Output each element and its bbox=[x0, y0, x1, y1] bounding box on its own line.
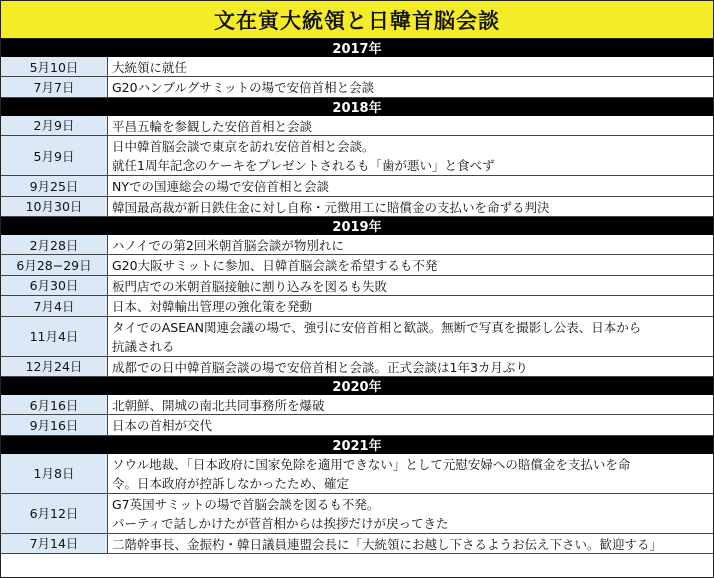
event-cell: 二階幹事長、金振杓・韓日議員連盟会長に「大統領にお越し下さるようお伝え下さい。歓迎する」 bbox=[112, 536, 663, 552]
date-cell: 9月16日 bbox=[1, 415, 108, 434]
event-cell: 日中韓首脳会談で東京を訪れ安倍首相と会談。 就任1周年記念のケーキをプレゼントされるも「歯が悪い」と食べず bbox=[112, 139, 495, 174]
table-row bbox=[1, 235, 713, 255]
table-row bbox=[1, 197, 713, 217]
event-cell: 日本、対韓輸出管理の強化策を発動 bbox=[112, 299, 313, 315]
event-cell: ソウル地裁、「日本政府に国家免除を適用できない」として元慰安婦への賠償金を支払いを命 令。日本政府が控訴しなかったため、確定 bbox=[112, 456, 631, 491]
year-header: 2019年 bbox=[1, 217, 713, 235]
table-row bbox=[1, 454, 713, 494]
event-cell: タイでのASEAN関連会議の場で、強引に安倍首相と歓談。無断で写真を撮影し公表、日本から 抗議される bbox=[112, 319, 642, 354]
table-row bbox=[1, 296, 713, 316]
date-cell: 7月4日 bbox=[1, 296, 108, 315]
date-cell: 11月4日 bbox=[1, 317, 108, 356]
event-cell: G20大阪サミットに参加、日韓首脳会談を希望するも不発 bbox=[112, 258, 438, 274]
table-row bbox=[1, 57, 713, 77]
table-row bbox=[1, 176, 713, 196]
event-cell: ハノイでの第2回米朝首脳会談が物別れに bbox=[112, 237, 344, 253]
event-cell: 平昌五輪を参観した安倍首相と会談 bbox=[112, 118, 313, 134]
table-row bbox=[1, 395, 713, 415]
table-row bbox=[1, 317, 713, 357]
date-cell: 10月30日 bbox=[1, 197, 108, 216]
table-row bbox=[1, 116, 713, 136]
table-row bbox=[1, 415, 713, 435]
table-row bbox=[1, 357, 713, 377]
date-cell: 6月28−29日 bbox=[1, 255, 108, 274]
event-cell: 日本の首相が交代 bbox=[112, 418, 213, 434]
event-cell: 北朝鮮、開城の南北共同事務所を爆破 bbox=[112, 397, 325, 413]
year-header: 2020年 bbox=[1, 377, 713, 395]
date-cell: 2月28日 bbox=[1, 235, 108, 254]
date-cell: 5月10日 bbox=[1, 57, 108, 76]
table-body bbox=[1, 39, 713, 554]
year-header: 2017年 bbox=[1, 39, 713, 57]
date-cell: 7月7日 bbox=[1, 77, 108, 96]
event-cell: 韓国最高裁が新日鉄住金に対し自称・元徴用工に賠償金の支払いを命ずる判決 bbox=[112, 199, 550, 215]
event-cell: 成都での日中韓首脳会談の場で安倍首相と会談。正式会談は1年3カ月ぶり bbox=[112, 359, 528, 375]
date-cell: 7月14日 bbox=[1, 534, 108, 553]
table-row bbox=[1, 494, 713, 534]
event-cell: G7英国サミットの場で首脳会談を図るも不発。 パーティで話しかけたが菅首相からは挨拶だけが戻ってきた bbox=[112, 496, 449, 531]
year-header: 2018年 bbox=[1, 98, 713, 116]
event-cell: 板門店での米朝首脳接触に割り込みを図るも失敗 bbox=[112, 278, 388, 294]
table-row bbox=[1, 77, 713, 97]
table-row bbox=[1, 534, 713, 554]
date-cell: 5月9日 bbox=[1, 136, 108, 175]
event-cell: 大統領に就任 bbox=[112, 60, 188, 75]
event-cell: G20ハンブルグサミットの場で安倍首相と会談 bbox=[112, 80, 375, 96]
date-cell: 1月8日 bbox=[1, 454, 108, 493]
date-cell: 9月25日 bbox=[1, 176, 108, 195]
table-row bbox=[1, 276, 713, 296]
event-cell: NYでの国連総会の場で安倍首相と会談 bbox=[112, 179, 329, 195]
date-cell: 2月9日 bbox=[1, 116, 108, 135]
table-row bbox=[1, 255, 713, 275]
page-title: 文在寅大統領と日韓首脳会談 bbox=[1, 1, 713, 39]
year-header: 2021年 bbox=[1, 436, 713, 454]
date-cell: 6月16日 bbox=[1, 395, 108, 414]
date-cell: 6月30日 bbox=[1, 276, 108, 295]
date-cell: 6月12日 bbox=[1, 494, 108, 533]
date-cell: 12月24日 bbox=[1, 357, 108, 376]
table-row bbox=[1, 136, 713, 176]
